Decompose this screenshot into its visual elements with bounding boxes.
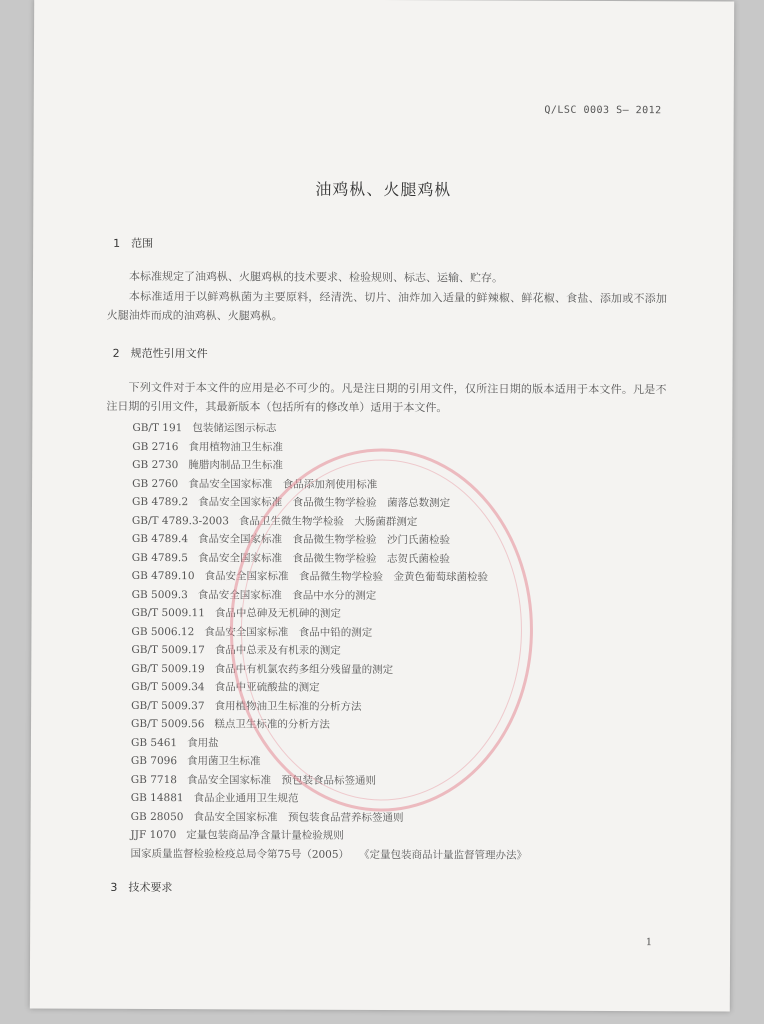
reference-code: GB 4789.10 — [131, 569, 195, 583]
reference-item — [131, 696, 528, 716]
reference-code: GB 7096 — [130, 754, 178, 768]
page-number: 1 — [645, 937, 653, 949]
reference-title: 食品安全国家标准 食品中水分的测定 — [197, 588, 377, 602]
reference-item — [132, 567, 529, 587]
reference-title: 食品安全国家标准 食品微生物学检验 菌落总数测定 — [198, 496, 451, 510]
scope-paragraph-1: 本标准规定了油鸡枞、火腿鸡枞的技术要求、检验规则、标志、运输、贮存。 — [128, 269, 504, 285]
reference-code: GB/T 5009.17 — [131, 643, 205, 657]
section-title: 范围 — [131, 236, 154, 250]
document-title: 油鸡枞、火腿鸡枞 — [315, 179, 452, 200]
reference-item — [132, 474, 529, 494]
references-intro: 下列文件对于本文件的应用是必不可少的。凡是注日期的引用文件，仅所注日期的版本适用于本文件。凡是不注日期的引用文件，其最新版本（包括所有的修改单）适用于本文件。 — [106, 380, 667, 415]
section-2-heading — [113, 345, 208, 361]
reference-item — [132, 456, 529, 476]
reference-code: GB/T 191 — [132, 421, 183, 435]
section-number: 1 — [113, 236, 121, 250]
reference-title: 腌腊肉制品卫生标准 — [188, 459, 283, 472]
reference-title: 食品安全国家标准 食品添加剂使用标准 — [188, 477, 378, 491]
reference-item — [131, 826, 528, 846]
document-page — [30, 0, 734, 1012]
reference-code: GB/T 5009.56 — [131, 717, 205, 731]
reference-title: 食品企业通用卫生规范 — [193, 792, 299, 805]
reference-code: GB 5009.3 — [131, 588, 188, 601]
reference-code: GB 7718 — [130, 773, 177, 786]
section-1-heading — [113, 235, 153, 251]
reference-item — [131, 641, 528, 661]
reference-title: 食用盐 — [187, 736, 219, 749]
reference-title: 食品安全国家标准 食品微生物学检验 金黄色葡萄球菌检验 — [204, 570, 489, 584]
reference-code: GB 2760 — [132, 477, 179, 490]
reference-item — [132, 585, 529, 605]
reference-item — [131, 604, 528, 624]
section-title: 技术要求 — [128, 880, 173, 895]
reference-title: 食用菌卫生标准 — [187, 755, 261, 768]
scope-paragraph-2: 本标准适用于以鲜鸡枞菌为主要原料，经清洗、切片、油炸加入适量的鲜辣椒、鲜花椒、食盐、添加或不添加火腿油炸而成的油鸡枞、火腿鸡枞。 — [106, 289, 667, 323]
reference-list — [130, 419, 529, 865]
reference-code: GB/T 5009.34 — [131, 680, 205, 694]
reference-title: 食品安全国家标准 预包装食品营养标签通则 — [193, 810, 404, 824]
reference-item — [131, 678, 528, 698]
reference-item — [131, 733, 528, 753]
reference-item — [132, 419, 529, 439]
section-title: 规范性引用文件 — [130, 346, 208, 361]
section-3-heading — [110, 879, 172, 895]
reference-title: 食用植物油卫生标准的分析方法 — [214, 699, 362, 713]
reference-title: 食品卫生微生物学检验 大肠菌群测定 — [238, 514, 418, 528]
reference-code: GB 5461 — [130, 736, 178, 749]
reference-title: 食品安全国家标准 食品中铅的测定 — [204, 625, 373, 639]
reference-item — [131, 770, 528, 790]
reference-title: 包装储运图示标志 — [192, 422, 277, 435]
reference-title: 食品中总砷及无机砷的测定 — [214, 607, 341, 620]
reference-title: 食品安全国家标准 食品微生物学检验 志贺氏菌检验 — [197, 551, 450, 565]
reference-item — [131, 807, 528, 827]
reference-code: JJF 1070 — [130, 828, 177, 842]
section-number: 3 — [110, 880, 118, 894]
reference-code: GB 2716 — [132, 440, 179, 453]
reference-item — [131, 752, 528, 772]
section-number: 2 — [112, 346, 120, 360]
reference-code: GB 28050 — [130, 810, 184, 823]
reference-title: 食用植物油卫生标准 — [188, 440, 283, 454]
reference-item — [132, 548, 529, 568]
reference-code: GB 14881 — [130, 791, 184, 805]
reference-title: 定量包装商品净含量计量检验规则 — [186, 829, 344, 842]
reference-code: 国家质量监督检验检疫总局令第75号（2005） — [130, 847, 350, 861]
reference-title: 食品安全国家标准 食品微生物学检验 沙门氏菌检验 — [198, 533, 451, 547]
reference-code: GB 4789.2 — [131, 495, 189, 509]
reference-item — [131, 789, 528, 809]
reference-item — [131, 715, 528, 735]
reference-title: 食品中总汞及有机汞的测定 — [214, 644, 341, 657]
reference-item — [130, 844, 527, 864]
reference-code: GB/T 5009.19 — [131, 662, 205, 675]
reference-code: GB 4789.5 — [131, 551, 188, 564]
reference-item — [132, 511, 529, 531]
reference-item — [132, 530, 529, 550]
reference-item — [132, 493, 529, 513]
reference-item — [132, 437, 529, 457]
reference-item — [131, 622, 528, 642]
reference-title: 《定量包装商品计量监督管理办法》 — [359, 848, 528, 862]
reference-item — [131, 659, 528, 679]
reference-code: GB 5006.12 — [131, 625, 195, 638]
reference-title: 食品中有机氯农药多组分残留量的测定 — [214, 662, 394, 676]
reference-title: 食品中亚硫酸盐的测定 — [214, 681, 320, 694]
document-code: Q/LSC 0003 S— 2012 — [544, 104, 662, 117]
reference-code: GB/T 5009.37 — [131, 699, 205, 712]
reference-code: GB/T 5009.11 — [131, 606, 205, 620]
reference-code: GB/T 4789.3-2003 — [131, 514, 229, 527]
reference-code: GB 2730 — [132, 458, 179, 472]
reference-title: 食品安全国家标准 预包装食品标签通则 — [186, 773, 376, 787]
reference-title: 糕点卫生标准的分析方法 — [214, 718, 330, 731]
reference-code: GB 4789.4 — [131, 532, 189, 546]
